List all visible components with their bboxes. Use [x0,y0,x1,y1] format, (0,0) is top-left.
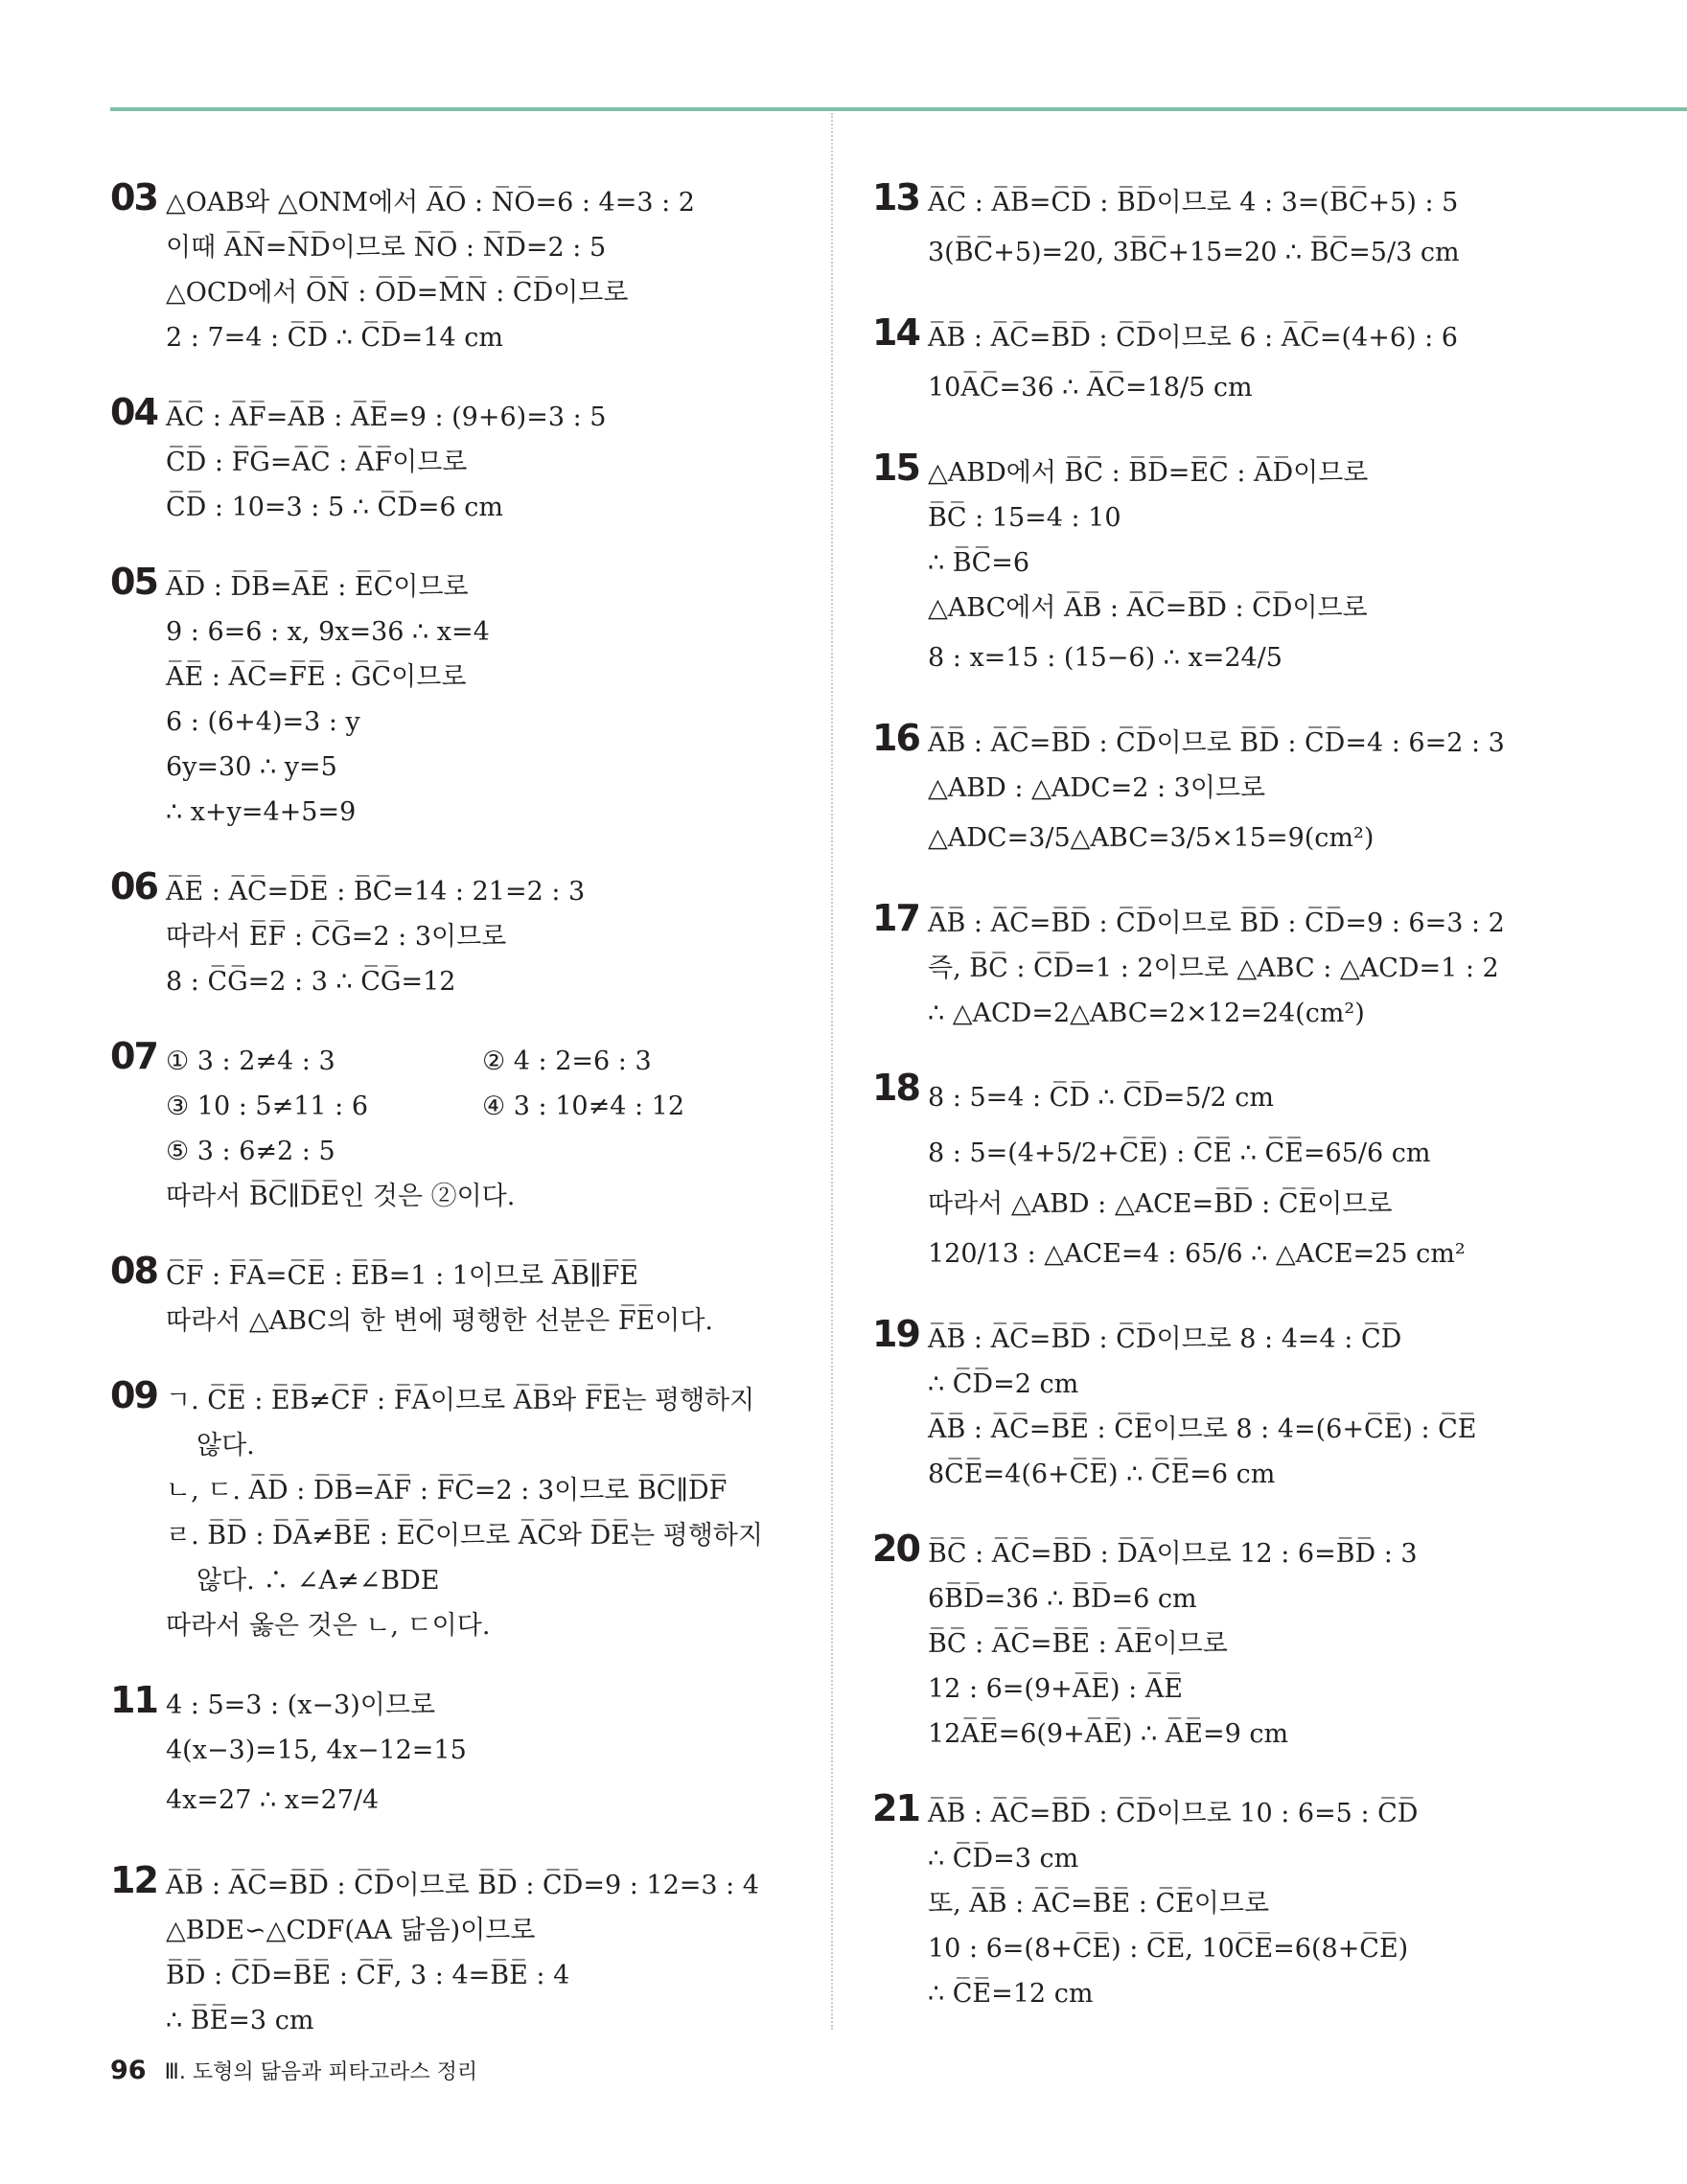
choice-grid [166,1039,800,1174]
problem-number: 18 [872,1067,919,1109]
solution-line: C̅F̅ : F̅A̅=C̅E̅ : E̅B̅=1 : 1이므로 A̅B̅∥F̅E̅ [166,1261,639,1291]
solution-line: A̅B̅ : A̅C̅=B̅D̅ : C̅D̅이므로 10 : 6=5 : C̅D̅ [928,1799,1419,1828]
solution-line: 않다. [196,1431,255,1460]
problem-19 [872,1313,1658,1497]
solution-line: ∴ C̅D̅=3 cm [928,1844,1079,1874]
solution-line: ∴ △ACD=2△ABC=2×12=24(cm²) [928,999,1365,1028]
problem-17 [872,897,1658,1036]
solution-line: C̅D̅ : 10=3 : 5 ∴ C̅D̅=6 cm [166,493,503,522]
solution-line: 따라서 △ABD : △ACE=B̅D̅ : C̅E̅이므로 [928,1189,1393,1219]
problem-06 [110,865,800,1004]
problem-number: 06 [110,865,157,908]
problem-number: 08 [110,1250,157,1292]
choice-item: ④ 3 : 10≠4 : 12 [482,1092,685,1121]
problem-21 [872,1787,1658,2016]
problem-number: 07 [110,1035,157,1077]
solution-line: A̅B̅ : A̅C̅=B̅D̅ : C̅D̅이므로 6 : A̅C̅=(4+6) : 6 [928,323,1458,353]
solution-line: 또, A̅B̅ : A̅C̅=B̅E̅ : C̅E̅이므로 [928,1889,1270,1919]
problem-20 [872,1528,1658,1757]
left-column [110,176,800,2078]
problem-07 [110,1035,800,1219]
choice-item: ② 4 : 2=6 : 3 [482,1046,652,1076]
solution-line: 따라서 E̅F̅ : C̅G̅=2 : 3이므로 [166,922,507,952]
solution-line: ㄹ. B̅D̅ : D̅A̅≠B̅E̅ : E̅C̅이므로 A̅C̅와 D̅E̅는 평행하지 [166,1521,763,1551]
solution-line: A̅B̅ : A̅C̅=B̅D̅ : C̅D̅이므로 B̅D̅ : C̅D̅=9 : 6=3 : 2 [928,908,1505,938]
problem-09 [110,1374,800,1648]
solution-line: ㄱ. C̅E̅ : E̅B̅≠C̅F̅ : F̅A̅이므로 A̅B̅와 F̅E̅는 평행하지 [166,1386,755,1415]
solution-line: △BDE∽△CDF(AA 닮음)이므로 [166,1916,536,1945]
solution-line: ∴ C̅D̅=2 cm [928,1369,1079,1399]
solution-line: 4(x−3)=15, 4x−12=15 [166,1736,467,1765]
problem-18 [872,1067,1658,1282]
solution-line: △ADC=3/5△ABC=3/5×15=9(cm²) [928,823,1375,853]
problem-04 [110,391,800,530]
chapter-title: Ⅲ. 도형의 닮음과 피타고라스 정리 [164,2060,478,2084]
solution-line: ∴ B̅C̅=6 [928,548,1030,578]
problem-11 [110,1679,800,1828]
problem-number: 21 [872,1787,919,1829]
solution-line: A̅E̅ : A̅C̅=F̅E̅ : G̅C̅이므로 [166,662,467,692]
problem-number: 16 [872,717,919,759]
problem-number: 09 [110,1374,157,1416]
problem-16 [872,717,1658,866]
solution-line: △ABC에서 A̅B̅ : A̅C̅=B̅D̅ : C̅D̅이므로 [928,593,1368,623]
solution-line: ㄴ, ㄷ. A̅D̅ : D̅B̅=A̅F̅ : F̅C̅=2 : 3이므로 B̅C̅∥D̅F̅ [166,1476,728,1506]
right-column [872,176,1658,2051]
page-footer [110,2056,477,2085]
problem-number: 14 [872,311,919,354]
problem-number: 13 [872,176,919,218]
solution-line: 4x=27 ∴ x=27/4 [166,1785,380,1815]
top-rule [110,107,1687,111]
problem-05 [110,561,800,835]
column-divider [831,113,833,2030]
solution-line: 2 : 7=4 : C̅D̅ ∴ C̅D̅=14 cm [166,323,503,353]
solution-line: B̅C̅ : 15=4 : 10 [928,503,1121,533]
solution-line: B̅C̅ : A̅C̅=B̅D̅ : D̅A̅이므로 12 : 6=B̅D̅ : 3 [928,1539,1418,1569]
solution-line: 9 : 6=6 : x, 9x=36 ∴ x=4 [166,617,490,647]
solution-line: ∴ B̅E̅=3 cm [166,2006,314,2035]
solution-line: 즉, B̅C̅ : C̅D̅=1 : 2이므로 △ABC : △ACD=1 : 2 [928,954,1499,983]
problem-03 [110,176,800,360]
solution-line: A̅B̅ : A̅C̅=B̅D̅ : C̅D̅이므로 B̅D̅ : C̅D̅=9 : 12=3 : 4 [166,1871,759,1900]
problem-number: 03 [110,176,157,218]
problem-15 [872,447,1658,686]
solution-line: 4 : 5=3 : (x−3)이므로 [166,1690,436,1720]
solution-line: 120/13 : △ACE=4 : 65/6 ∴ △ACE=25 cm² [928,1239,1466,1269]
problem-number: 19 [872,1313,919,1355]
problem-number: 20 [872,1528,919,1570]
solution-line: C̅D̅ : F̅G̅=A̅C̅ : A̅F̅이므로 [166,448,468,477]
solution-line: 이때 A̅N̅=N̅D̅이므로 N̅O̅ : N̅D̅=2 : 5 [166,233,607,263]
solution-line: 10A̅C̅=36 ∴ A̅C̅=18/5 cm [928,373,1253,402]
solution-line: 8 : 5=4 : C̅D̅ ∴ C̅D̅=5/2 cm [928,1083,1275,1113]
page-number: 96 [110,2056,147,2085]
problem-12 [110,1859,800,2043]
solution-line: A̅C̅ : A̅B̅=C̅D̅ : B̅D̅이므로 4 : 3=(B̅C̅+5) : 5 [928,188,1459,218]
solution-line: 따라서 B̅C̅∥D̅E̅인 것은 ②이다. [166,1182,516,1211]
solution-line: A̅B̅ : A̅C̅=B̅E̅ : C̅E̅이므로 8 : 4=(6+C̅E̅) : C̅E̅ [928,1414,1477,1444]
solution-line: B̅C̅ : A̅C̅=B̅E̅ : A̅E̅이므로 [928,1629,1228,1659]
solution-line: 8 : 5=(4+5/2+C̅E̅) : C̅E̅ ∴ C̅E̅=65/6 cm [928,1138,1431,1168]
problem-13 [872,176,1658,281]
problem-08 [110,1250,800,1344]
solution-line: △ABD : △ADC=2 : 3이므로 [928,773,1266,803]
solution-line: 12 : 6=(9+A̅E̅) : A̅E̅ [928,1674,1183,1704]
solution-line: 3(B̅C̅+5)=20, 3B̅C̅+15=20 ∴ B̅C̅=5/3 cm [928,238,1460,267]
solution-line: 따라서 △ABC의 한 변에 평행한 선분은 F̅E̅이다. [166,1306,714,1336]
solution-line: 10 : 6=(8+C̅E̅) : C̅E̅, 10C̅E̅=6(8+C̅E̅) [928,1934,1409,1964]
solution-line: 않다. ∴ ∠A≠∠BDE [196,1566,440,1596]
solution-line: ∴ x+y=4+5=9 [166,797,357,827]
problem-number: 12 [110,1859,157,1901]
solution-line: △OCD에서 O̅N̅ : O̅D̅=M̅N̅ : C̅D̅이므로 [166,278,629,308]
solution-line: △ABD에서 B̅C̅ : B̅D̅=E̅C̅ : A̅D̅이므로 [928,458,1369,488]
solution-line: A̅D̅ : D̅B̅=A̅E̅ : E̅C̅이므로 [166,572,469,602]
solution-line: ∴ C̅E̅=12 cm [928,1979,1094,2009]
solution-line: 6 : (6+4)=3 : y [166,707,360,737]
solution-line: △OAB와 △ONM에서 A̅O̅ : N̅O̅=6 : 4=3 : 2 [166,188,695,218]
solution-line: 따라서 옳은 것은 ㄴ, ㄷ이다. [166,1611,491,1641]
choice-item: ③ 10 : 5≠11 : 6 [166,1092,369,1121]
solution-line: A̅C̅ : A̅F̅=A̅B̅ : A̅E̅=9 : (9+6)=3 : 5 [166,402,607,432]
solution-line: A̅B̅ : A̅C̅=B̅D̅ : C̅D̅이므로 B̅D̅ : C̅D̅=4 : 6=2 : 3 [928,728,1505,758]
problem-number: 05 [110,561,157,603]
problem-14 [872,311,1658,416]
choice-item: ① 3 : 2≠4 : 3 [166,1046,335,1076]
solution-line: A̅E̅ : A̅C̅=D̅E̅ : B̅C̅=14 : 21=2 : 3 [166,877,586,907]
solution-line: 8 : C̅G̅=2 : 3 ∴ C̅G̅=12 [166,967,456,997]
solution-line: B̅D̅ : C̅D̅=B̅E̅ : C̅F̅, 3 : 4=B̅E̅ : 4 [166,1961,570,1990]
problem-number: 04 [110,391,157,433]
problem-number: 15 [872,447,919,489]
solution-line: A̅B̅ : A̅C̅=B̅D̅ : C̅D̅이므로 8 : 4=4 : C̅D̅ [928,1324,1402,1354]
choice-item [482,1129,798,1174]
solution-line: 12A̅E̅=6(9+A̅E̅) ∴ A̅E̅=9 cm [928,1719,1289,1749]
solution-line: 8C̅E̅=4(6+C̅E̅) ∴ C̅E̅=6 cm [928,1460,1276,1489]
problem-number: 11 [110,1679,157,1721]
solution-line: 6B̅D̅=36 ∴ B̅D̅=6 cm [928,1584,1197,1614]
choice-item: ⑤ 3 : 6≠2 : 5 [166,1137,335,1166]
solution-line: 6y=30 ∴ y=5 [166,752,337,782]
solution-line: 8 : x=15 : (15−6) ∴ x=24/5 [928,643,1283,673]
problem-number: 17 [872,897,919,939]
